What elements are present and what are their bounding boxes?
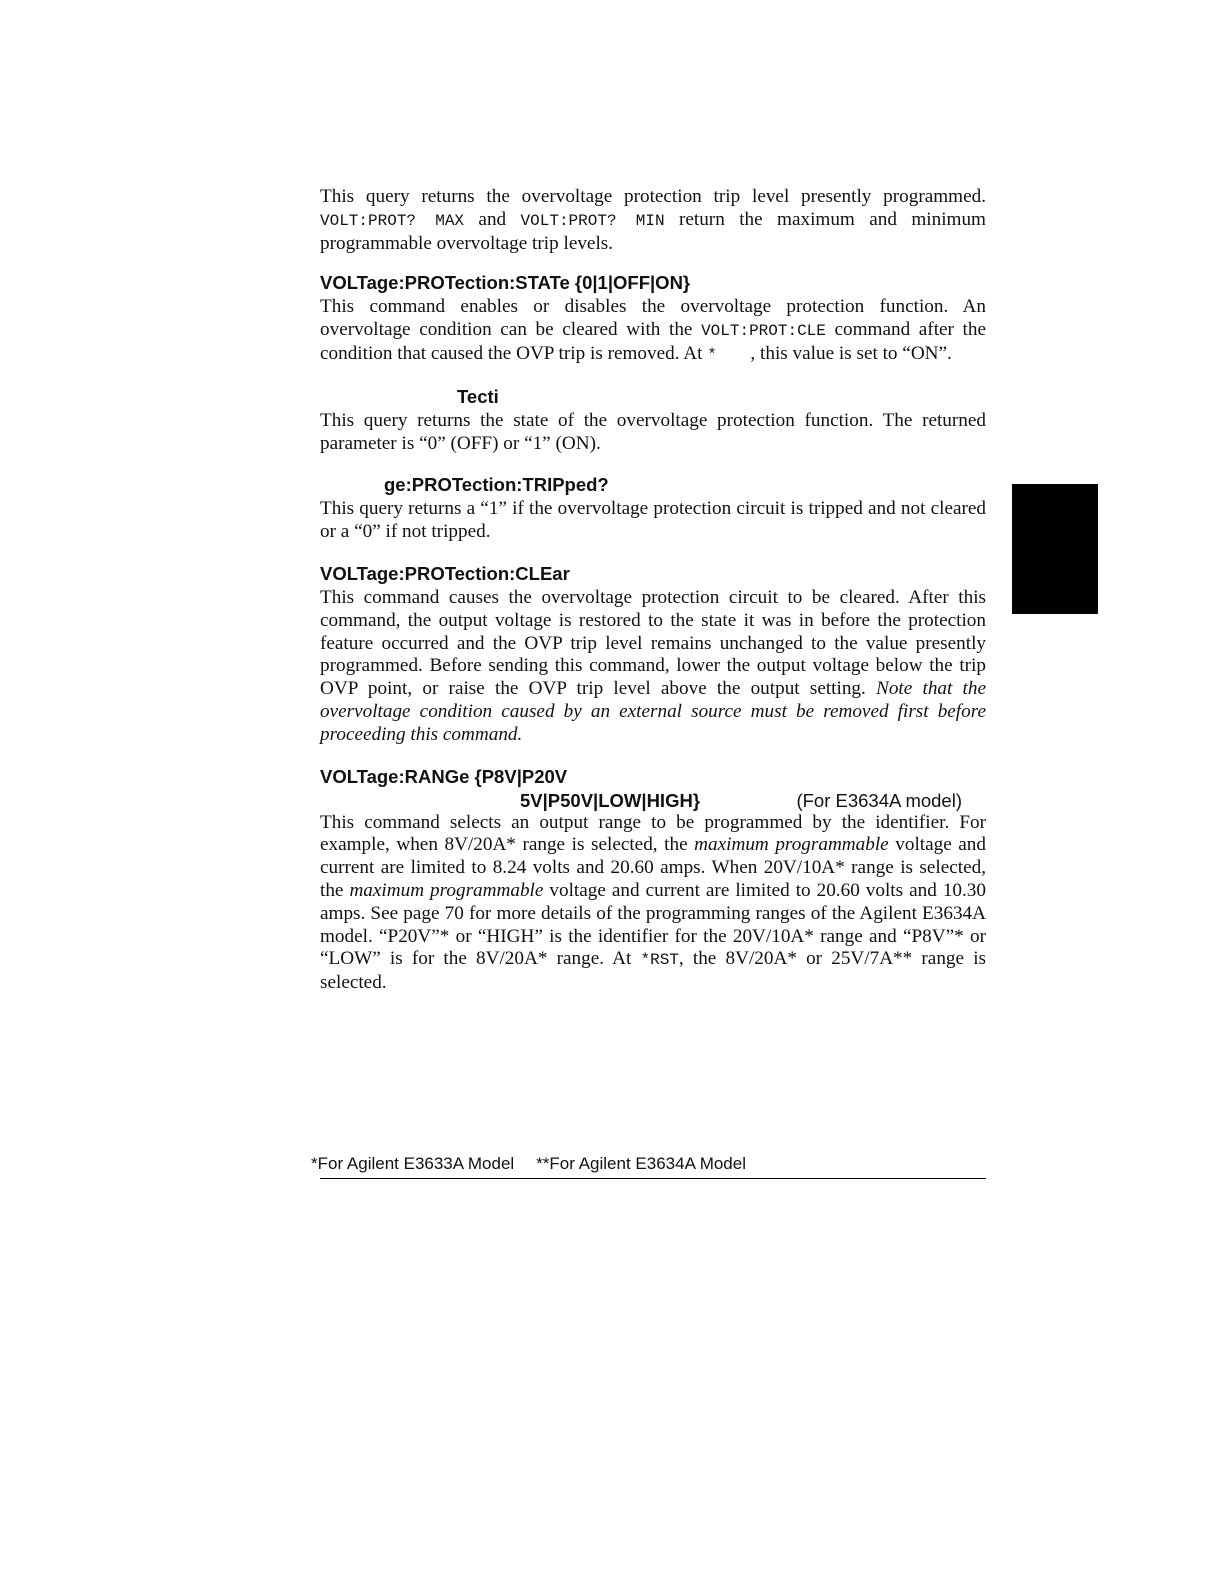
code-volt-prot-min: VOLT:PROT? MIN — [520, 211, 665, 230]
code-rst: * — [707, 345, 717, 364]
heading-prot-clear: VOLTage:PROTection:CLEar — [320, 562, 570, 584]
heading-range-line2 — [320, 790, 962, 812]
heading-range-continuation: 5V|P50V|LOW|HIGH} — [520, 789, 701, 811]
heading-prot-state: VOLTage:PROTection:STATe {0|1|OFF|ON} — [320, 272, 691, 294]
prot-state-query-paragraph: This query returns the state of the overvoltage protection function. The returned parameter is “0” (OFF) or “1” (ON). — [320, 409, 986, 454]
prot-clear-paragraph — [320, 587, 986, 747]
text: and — [464, 208, 521, 230]
emphasis: maximum programmable — [694, 834, 889, 856]
text: This command causes the overvoltage protection circuit to be cleared. After this command, the output voltage is restored to the state it was in before the protection feature occurred and the OVP trip level remains unchanged to the value presently programmed. Before sending this command, lower the output voltage below the trip OVP point, or raise the OVP trip level above the output setting. — [320, 586, 986, 700]
text: , this value is set to “ON”. — [716, 342, 952, 364]
prot-query-paragraph — [320, 186, 986, 255]
code-volt-prot-cle: VOLT:PROT:CLE — [701, 322, 826, 341]
prot-tripped-paragraph: This query returns a “1” if the overvoltage protection circuit is tripped and not cleared or a “0” if not tripped. — [320, 498, 986, 543]
heading-prot-tripped: ge:PROTection:TRIPped? — [384, 474, 609, 496]
code-rst: *RST — [640, 951, 679, 970]
prot-state-paragraph — [320, 296, 986, 366]
text: This command selects an output range to be programmed by the identifier. For example, when 8V/20A* range is selected, the — [320, 811, 986, 856]
text: return the maximum and minimum programmable overvoltage trip levels. — [320, 208, 986, 254]
text: This query returns the overvoltage protection trip level presently programmed. — [320, 186, 986, 207]
footnote-e3634a: **For Agilent E3634A Model — [536, 1154, 746, 1173]
heading-prot-state-query: Tecti — [457, 385, 499, 407]
chapter-tab — [1012, 484, 1098, 614]
text: , the 8V/20A* or 25V/7A** range is selected. — [320, 948, 986, 994]
note-italic: Note that the overvoltage condition caused by an external source must be removed first before proceeding this command. — [320, 678, 986, 745]
range-paragraph — [320, 812, 986, 995]
footnote — [311, 1153, 986, 1175]
heading-range-line1: VOLTage:RANGe {P8V|P20V — [320, 765, 568, 787]
model-note: (For E3634A model) — [796, 789, 962, 811]
page-content — [320, 186, 986, 995]
emphasis: maximum programmable — [349, 879, 544, 901]
code-volt-prot-max: VOLT:PROT? MAX — [320, 211, 465, 230]
footnote-e3633a: *For Agilent E3633A Model — [311, 1154, 515, 1173]
footnote-rule — [320, 1178, 986, 1179]
text: This command enables or disables the overvoltage protection function. An overvoltage condition can be cleared with the — [320, 296, 986, 341]
text: voltage and current are limited to 20.60 volts and 10.30 amps. See page 70 for more details of the programming ranges of the Agilent E3634A model. “P20V”* or “HIGH” is the identifier for the 20V/10A* range and “P8V”* or “LOW” is for the 8V/20A* range. At — [320, 879, 986, 970]
text: voltage and current are limited to 8.24 volts and 20.60 amps. When 20V/10A* range is selected, the — [320, 834, 986, 901]
text: command after the condition that caused the OVP trip is removed. At — [320, 319, 986, 364]
